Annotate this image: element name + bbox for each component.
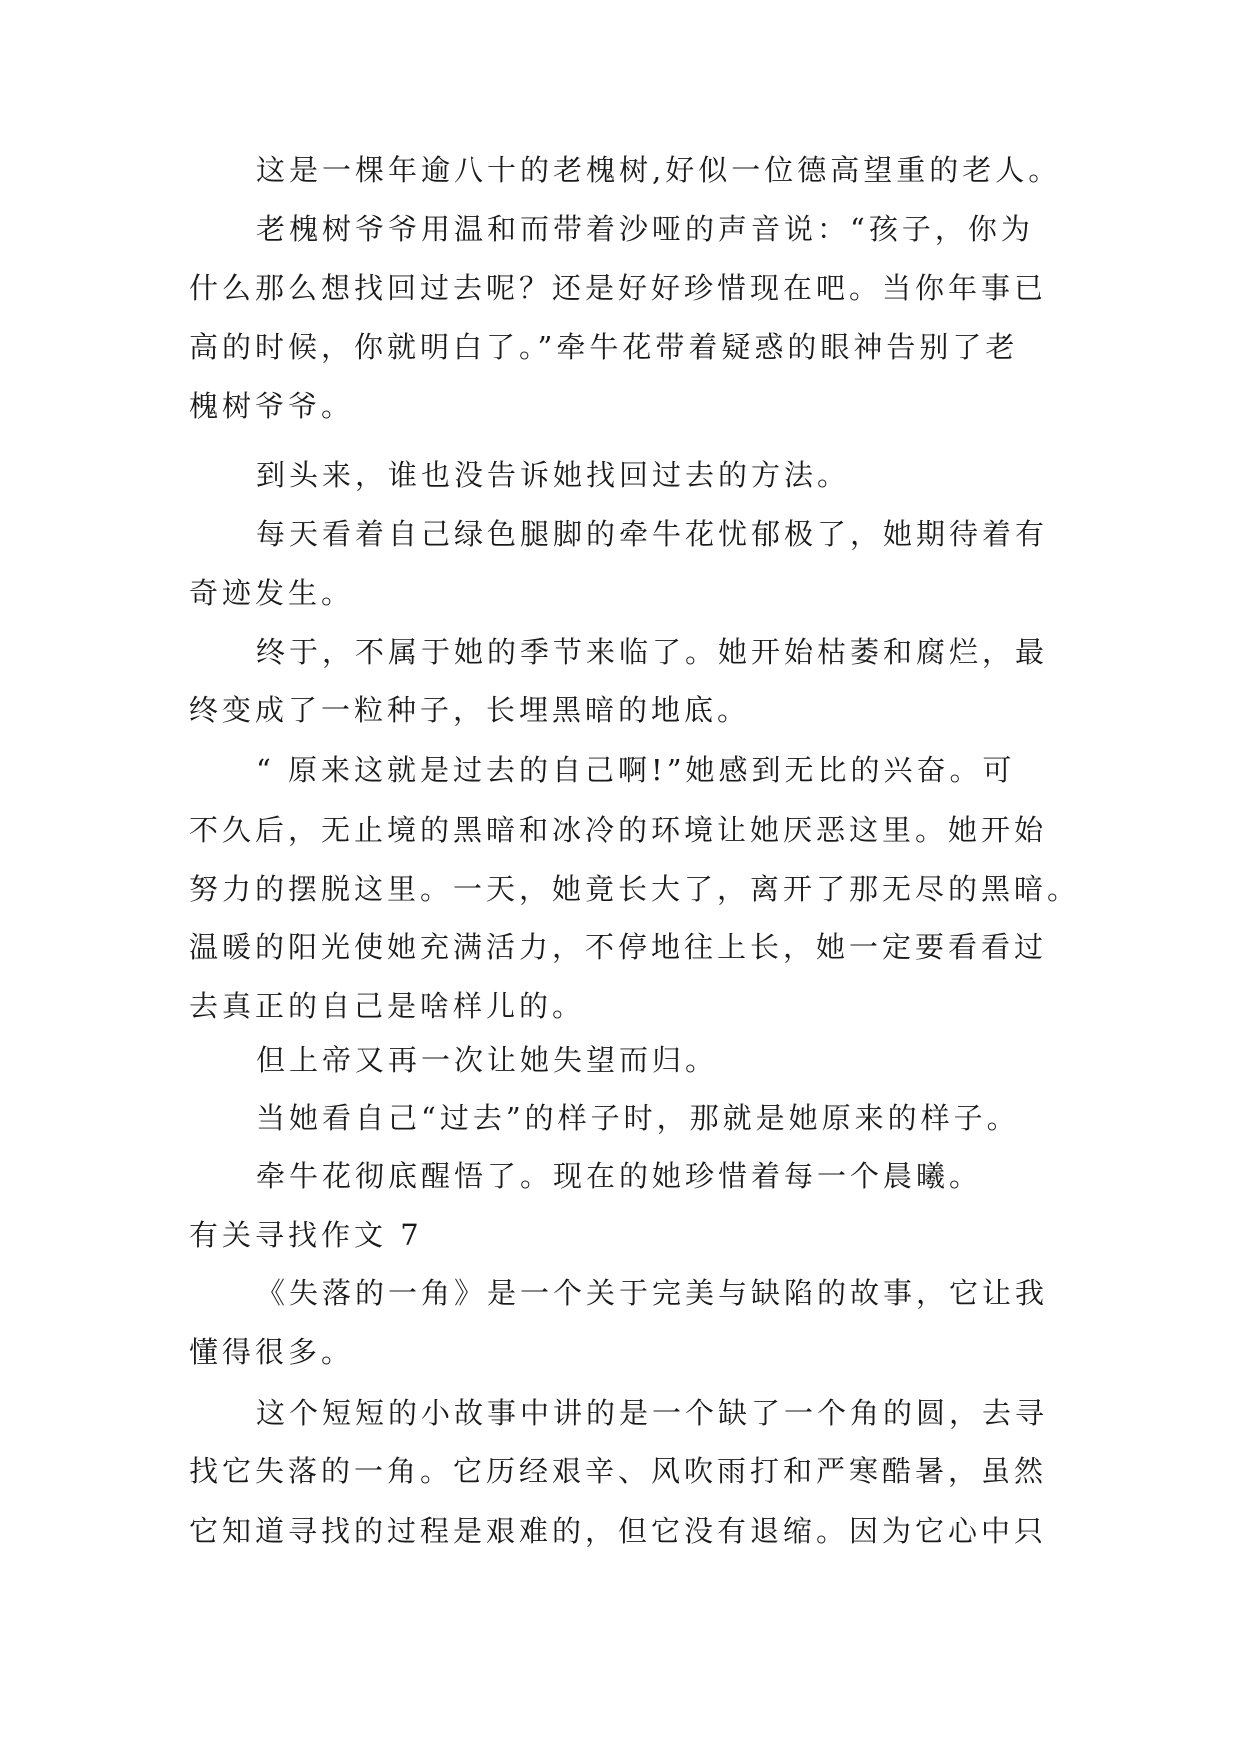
text-line: 终于，不属于她的季节来临了。她开始枯萎和腐烂，最 (256, 635, 1049, 669)
text-line: 这个短短的小故事中讲的是一个缺了一个角的圆，去寻 (256, 1396, 1049, 1430)
text-line: 牵牛花彻底醒悟了。现在的她珍惜着每一个晨曦。 (256, 1159, 983, 1193)
text-line: 不久后，无止境的黑暗和冰冷的环境让她厌恶这里。她开始 (189, 813, 1048, 847)
text-line: 终变成了一粒种子，长埋黑暗的地底。 (189, 693, 751, 727)
text-line: 《失落的一角》是一个关于完美与缺陷的故事，它让我 (256, 1276, 1049, 1310)
text-line: 这是一棵年逾八十的老槐树,好似一位德高望重的老人。 (256, 153, 1062, 187)
text-line: 每天看着自己绿色腿脚的牵牛花忧郁极了，她期待着有 (256, 517, 1049, 551)
text-line: “ 原来这就是过去的自己啊!”她感到无比的兴奋。可 (256, 753, 1016, 787)
text-line: 什么那么想找回过去呢？还是好好珍惜现在吧。当你年事已 (189, 271, 1048, 305)
text-line: 找它失落的一角。它历经艰辛、风吹雨打和严寒酷暑，虽然 (189, 1454, 1048, 1488)
section-heading: 有关寻找作文 7 (189, 1218, 423, 1252)
text-line: 它知道寻找的过程是艰难的，但它没有退缩。因为它心中只 (189, 1514, 1048, 1548)
text-line: 老槐树爷爷用温和而带着沙哑的声音说：“孩子，你为 (256, 212, 1034, 246)
text-line: 槐树爷爷。 (189, 389, 355, 423)
text-line: 高的时候，你就明白了。”牵牛花带着疑惑的眼神告别了老 (189, 330, 1019, 364)
text-line: 当她看自己“过去”的样子时，那就是她原来的样子。 (256, 1101, 1020, 1135)
text-line: 努力的摆脱这里。一天，她竟长大了，离开了那无尽的黑暗。 (189, 872, 1081, 906)
text-line: 到头来，谁也没告诉她找回过去的方法。 (256, 458, 851, 492)
text-line: 奇迹发生。 (189, 576, 355, 610)
text-line: 去真正的自己是啥样儿的。 (189, 989, 586, 1023)
text-line: 但上帝又再一次让她失望而归。 (256, 1043, 719, 1077)
text-line: 懂得很多。 (189, 1335, 355, 1369)
text-line: 温暖的阳光使她充满活力，不停地往上长，她一定要看看过 (189, 930, 1048, 964)
